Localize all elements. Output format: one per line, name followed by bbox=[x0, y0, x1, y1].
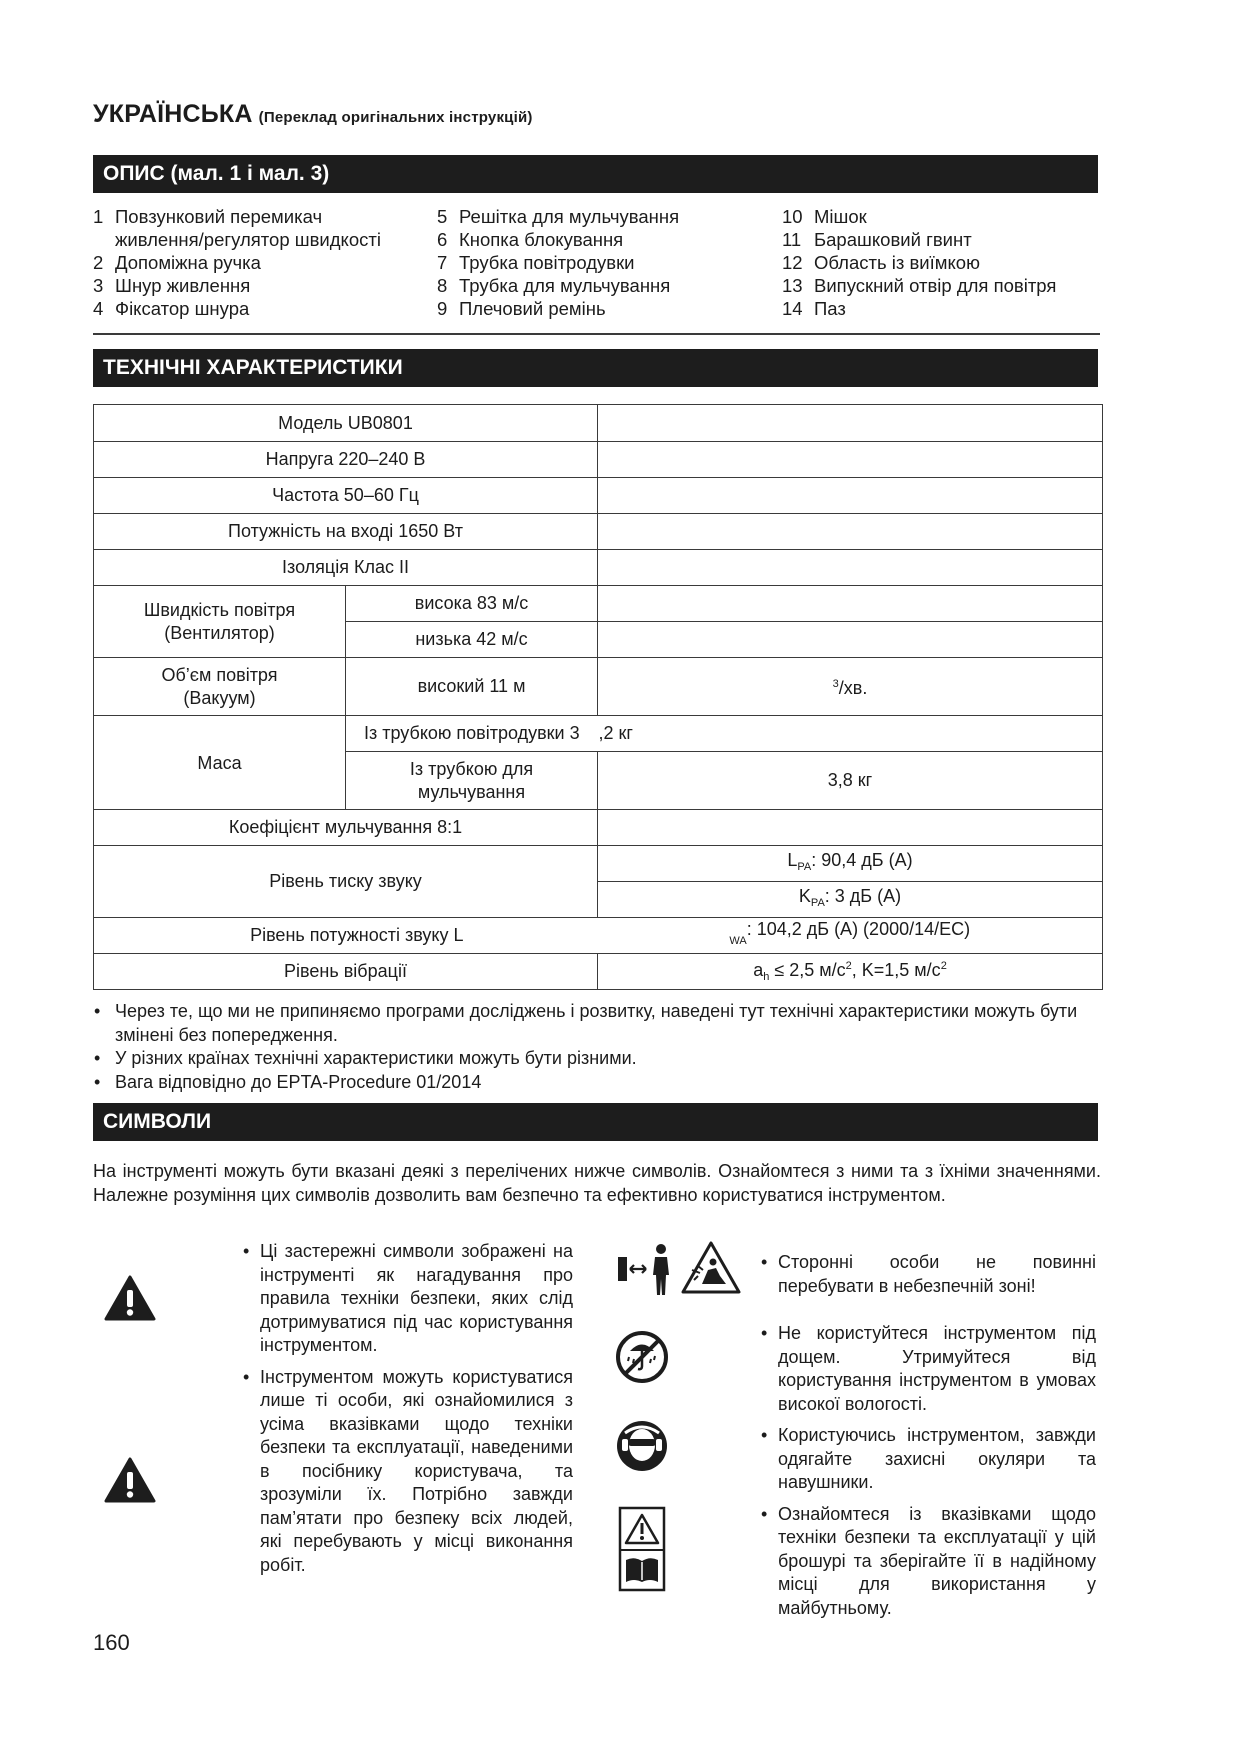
kpa-subscript: PA bbox=[810, 896, 825, 909]
part-name: Плечовий ремінь bbox=[459, 298, 606, 319]
spec-mass-label: Маса bbox=[94, 716, 346, 810]
part-number: 1 bbox=[93, 206, 104, 227]
spec-empty-cell bbox=[598, 405, 1103, 442]
part-number: 11 bbox=[782, 229, 802, 250]
parts-list-item bbox=[93, 274, 381, 297]
spec-air-volume-value: високий 11 м bbox=[346, 658, 598, 716]
part-number: 12 bbox=[782, 252, 803, 273]
vibration-letter: a bbox=[753, 959, 764, 980]
vibration-value-2: , K=1,5 м/с bbox=[851, 959, 941, 980]
part-name: Кнопка блокування bbox=[459, 229, 624, 250]
part-number: 4 bbox=[93, 298, 104, 319]
parts-list-item bbox=[782, 297, 1056, 320]
warning-triangle-icon bbox=[104, 1457, 156, 1503]
parts-list-item bbox=[782, 274, 1056, 297]
air-volume-unit-text: /хв. bbox=[838, 678, 868, 698]
spec-lpa bbox=[598, 846, 1103, 882]
parts-list-column-3 bbox=[782, 205, 1056, 320]
specs-row-model bbox=[94, 405, 1103, 442]
part-number: 3 bbox=[93, 275, 104, 296]
flying-debris-hazard-icon bbox=[680, 1240, 742, 1296]
spec-air-volume-unit bbox=[598, 658, 1103, 716]
part-number: 14 bbox=[782, 298, 803, 319]
air-volume-label-line2: (Вакуум) bbox=[183, 687, 256, 708]
read-manual-icon bbox=[618, 1506, 666, 1592]
specs-notes bbox=[93, 1000, 1105, 1094]
spec-mass-blower-tail: ,2 кг bbox=[598, 716, 1103, 752]
part-number bbox=[93, 228, 115, 251]
spec-empty-cell bbox=[598, 622, 1103, 658]
part-number: 10 bbox=[782, 206, 803, 227]
spec-sound-pressure-label: Рівень тиску звуку bbox=[94, 846, 598, 918]
part-name: Повзунковий перемикач bbox=[115, 206, 323, 227]
specs-row-mulch-ratio bbox=[94, 810, 1103, 846]
symbols-right-list bbox=[761, 1251, 1096, 1628]
wear-eye-ear-protection-icon bbox=[615, 1419, 669, 1473]
part-number: 7 bbox=[437, 252, 448, 273]
parts-list-item bbox=[782, 228, 1056, 251]
part-name: Допоміжна ручка bbox=[115, 252, 261, 273]
spec-mass-mulch-value: 3,8 кг bbox=[598, 752, 1103, 810]
part-name: Трубка повітродувки bbox=[459, 252, 635, 273]
parts-list-item bbox=[437, 251, 679, 274]
symbols-left-list bbox=[243, 1240, 573, 1585]
parts-list-item bbox=[437, 228, 679, 251]
spec-air-volume-label bbox=[94, 658, 346, 716]
title-language: УКРАЇНСЬКА bbox=[93, 100, 253, 128]
part-number: 2 bbox=[93, 252, 104, 273]
part-number: 8 bbox=[437, 275, 448, 296]
section-heading-symbols: СИМВОЛИ bbox=[103, 1110, 212, 1133]
title-subtitle: (Переклад оригінальних інструкцій) bbox=[258, 109, 533, 126]
parts-list-item bbox=[93, 251, 381, 274]
parts-list-item bbox=[437, 297, 679, 320]
specs-row-air-volume bbox=[94, 658, 1103, 716]
part-name: Решітка для мульчування bbox=[459, 206, 680, 227]
part-number: 6 bbox=[437, 229, 448, 250]
specs-row-voltage bbox=[94, 442, 1103, 478]
parts-list-item bbox=[782, 251, 1056, 274]
note-item: • У різних країнах технічні характеристики можуть бути різними. bbox=[93, 1047, 1105, 1071]
specs-row-vibration bbox=[94, 954, 1103, 990]
part-number: 13 bbox=[782, 275, 803, 296]
parts-list-item bbox=[93, 205, 381, 228]
lpa-subscript: PA bbox=[797, 860, 812, 873]
section-bar-specs bbox=[93, 349, 1098, 387]
specs-row-sound-power bbox=[94, 918, 1103, 954]
spec-air-speed-high: висока 83 м/с bbox=[346, 586, 598, 622]
vibration-subscript: h bbox=[763, 970, 770, 983]
spec-frequency: Частота 50–60 Гц bbox=[94, 478, 598, 514]
part-name: Барашковий гвинт bbox=[814, 229, 972, 250]
air-speed-label-line2: (Вентилятор) bbox=[164, 622, 275, 643]
spec-mass-mulch-label bbox=[346, 752, 598, 810]
part-name: Випускний отвір для повітря bbox=[814, 275, 1057, 296]
kpa-letter: K bbox=[798, 885, 811, 906]
no-rain-icon bbox=[615, 1330, 669, 1384]
spec-empty-cell bbox=[598, 550, 1103, 586]
part-number: 9 bbox=[437, 298, 448, 319]
section-heading-description: ОПИС (мал. 1 і мал. 3) bbox=[103, 162, 330, 185]
specs-row-mass-blower bbox=[94, 716, 1103, 752]
spec-vibration-value bbox=[598, 954, 1103, 990]
specs-row-air-speed-high bbox=[94, 586, 1103, 622]
mass-mulch-line1: Із трубкою для bbox=[409, 758, 534, 779]
air-speed-label-line1: Швидкість повітря bbox=[143, 599, 296, 620]
symbols-intro: На інструменті можуть бути вказані деякі з перелічених нижче символів. Ознайомтеся з ними та з їхніми значеннями. Належне розуміння цих символів дозволить вам безпечно та ефективно користуватися інструментом. bbox=[93, 1161, 1101, 1205]
parts-list-column-1 bbox=[93, 205, 381, 320]
spec-empty-cell bbox=[598, 514, 1103, 550]
warning-triangle-icon bbox=[104, 1275, 156, 1321]
part-name: Область із виїмкою bbox=[814, 252, 980, 273]
spec-kpa bbox=[598, 882, 1103, 918]
section-divider bbox=[93, 333, 1100, 335]
spec-air-speed-label bbox=[94, 586, 346, 658]
part-name: Фіксатор шнура bbox=[115, 298, 250, 319]
air-volume-label-line1: Об’єм повітря bbox=[161, 664, 278, 685]
vibration-exponent-2: 2 bbox=[940, 959, 947, 972]
symbol-description: • Сторонні особи не повинні перебувати в небезпечній зоні! bbox=[761, 1251, 1096, 1298]
vibration-exponent-1: 2 bbox=[845, 959, 852, 972]
part-name: Шнур живлення bbox=[115, 275, 251, 296]
spec-vibration-label: Рівень вібрації bbox=[94, 954, 598, 990]
parts-list-item bbox=[93, 228, 381, 251]
parts-list-item bbox=[93, 297, 381, 320]
symbol-description: • Користуючись інструментом, завжди одягайте захисні окуляри та навушники. bbox=[761, 1424, 1096, 1495]
parts-list-item bbox=[782, 205, 1056, 228]
spec-air-speed-low: низька 42 м/с bbox=[346, 622, 598, 658]
parts-list-column-2 bbox=[437, 205, 679, 320]
spec-empty-cell bbox=[598, 586, 1103, 622]
spec-empty-cell bbox=[598, 478, 1103, 514]
section-bar-description bbox=[93, 155, 1098, 193]
specs-row-sound-pressure bbox=[94, 846, 1103, 882]
specs-row-frequency bbox=[94, 478, 1103, 514]
note-item: • Вага відповідно до EPTA-Procedure 01/2014 bbox=[93, 1071, 1105, 1095]
specs-table bbox=[93, 404, 1103, 990]
spec-sound-power-label: Рівень потужності звуку L bbox=[94, 918, 598, 954]
parts-list-item bbox=[437, 274, 679, 297]
spec-empty-cell bbox=[598, 810, 1103, 846]
mass-mulch-line2: мульчування bbox=[417, 781, 526, 802]
air-volume-exponent: 3 bbox=[832, 678, 839, 690]
spec-input-power: Потужність на вході 1650 Вт bbox=[94, 514, 598, 550]
spec-voltage: Напруга 220–240 В bbox=[94, 442, 598, 478]
lwa-subscript: WA bbox=[729, 935, 747, 947]
part-number: 5 bbox=[437, 206, 448, 227]
spec-model: Модель UB0801 bbox=[94, 405, 598, 442]
symbol-description: • Не користуйтеся інструментом під дощем. Утримуйтеся від користування інструментом в умовах високої вологості. bbox=[761, 1322, 1096, 1416]
keep-bystanders-away-icon bbox=[616, 1241, 678, 1297]
specs-row-insulation bbox=[94, 550, 1103, 586]
note-item: • Через те, що ми не припиняємо програми досліджень і розвитку, наведені тут технічні характеристики можуть бути змінені без попередження. bbox=[93, 1000, 1105, 1047]
specs-row-input-power bbox=[94, 514, 1103, 550]
part-name: Трубка для мульчування bbox=[459, 275, 671, 296]
part-name: Мішок bbox=[814, 206, 867, 227]
spec-mulch-ratio: Коефіцієнт мульчування 8:1 bbox=[94, 810, 598, 846]
lwa-value: : 104,2 дБ (A) (2000/14/EC) bbox=[746, 919, 971, 939]
vibration-value-1: ≤ 2,5 м/с bbox=[769, 959, 846, 980]
kpa-value: : 3 дБ (A) bbox=[824, 885, 902, 906]
spec-mass-blower: Із трубкою повітродувки 3 bbox=[346, 716, 598, 752]
page-title bbox=[93, 100, 533, 129]
part-name: Паз bbox=[814, 298, 846, 319]
section-heading-specs: ТЕХНІЧНІ ХАРАКТЕРИСТИКИ bbox=[103, 356, 403, 379]
spec-sound-power-value bbox=[598, 918, 1103, 954]
symbol-description: • Ці застережні символи зображені на інструменті як нагадування про правила техніки безпеки, яких слід дотримуватися під час користування інструментом. bbox=[243, 1240, 573, 1358]
parts-list-item bbox=[437, 205, 679, 228]
symbol-description: • Інструментом можуть користуватися лише ті особи, які ознайомилися з усіма вказівками щодо техніки безпеки та експлуатації, наведеними в посібнику користувача, та зрозуміли їх. Потрібно завжди пам’ятати про безпеку всіх людей, які перебувають у місці виконання робіт. bbox=[243, 1366, 573, 1578]
lpa-letter: L bbox=[787, 849, 798, 870]
symbol-description: • Ознайомтеся із вказівками щодо техніки безпеки та експлуатації у цій брошурі та зберігайте її в надійному місці для використання у майбутньому. bbox=[761, 1503, 1096, 1621]
section-bar-symbols bbox=[93, 1103, 1098, 1141]
lpa-value: : 90,4 дБ (A) bbox=[811, 849, 913, 870]
spec-insulation: Ізоляція Клас II bbox=[94, 550, 598, 586]
page-number: 160 bbox=[93, 1630, 130, 1655]
spec-empty-cell bbox=[598, 442, 1103, 478]
part-name: живлення/регулятор швидкості bbox=[115, 229, 381, 250]
